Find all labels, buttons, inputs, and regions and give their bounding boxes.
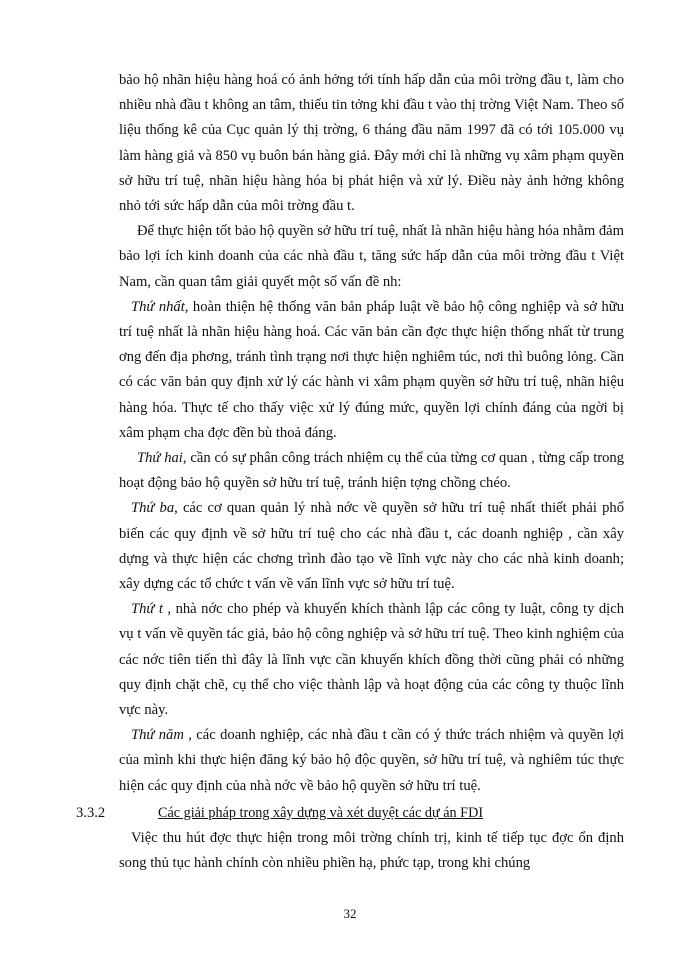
paragraph-text: , cần có sự phân công trách nhiệm cụ thể của từng cơ quan , từng cấp trong hoạt động bảo hộ quyền sở hữu trí tuệ, tránh hiện tợng chồng chéo. [119,450,625,492]
paragraph-lead: Thứ t [131,601,163,618]
section-number: 3.3.2 [76,804,106,821]
section-title: Các giải pháp trong xây dựng và xét duyệt các dự án FDI [158,804,484,821]
section-heading [76,801,624,826]
paragraph [119,295,624,446]
paragraph: Việc thu hút đợc thực hiện trong môi trờng chính trị, kinh tế tiếp tục đợc ổn định song thủ tục hành chính còn nhiều phiền hạ, phức tạp, trong khi chúng [119,830,624,872]
page-number: 32 [343,906,357,921]
paragraph-lead: Thứ năm [131,727,184,744]
paragraph [119,446,624,496]
paragraph [119,496,624,597]
paragraph-text: , nhà nớc cho phép và khuyến khích thành lập các công ty luật, công ty dịch vụ t vấn về quyền tác giả, bảo hộ công nghiệp và sở hữu trí tuệ. Theo kinh nghiệm của các nớc tiên tiến thì đây là lĩnh vực cần khuyến khích đồng thời cũng phải có những quy định chặt chẽ, cụ thể cho việc thành lập và hoạt động của các công ty thuộc lĩnh vực này. [119,601,624,719]
paragraph-text: , các doanh nghiệp, các nhà đầu t cần có ý thức trách nhiệm và quyền lợi của mình khi thực hiện đăng ký bảo hộ độc quyền, sở hữu trí tuệ, và nghiêm túc thực hiện các quy định của nhà nớc về bảo hộ quyền sở hữu trí tuệ. [119,727,624,794]
paragraph-lead: Thứ nhất [131,298,185,315]
paragraph-lead: Thứ hai [137,450,183,467]
paragraph-text: , hoàn thiện hệ thống văn bản pháp luật về bảo hộ công nghiệp và sở hữu trí tuệ nhất là nhãn hiệu hàng hoá. Các văn bản cần đợc thực hiện thống nhất từ trung ơng đến địa phơng, tránh tình trạng nơi thực hiện nghiêm túc, nơi thì buông lỏng. Cần có các văn bản quy định xử lý các hành vi xâm phạm quyền sở hữu trí tuệ, nhãn hiệu hàng hóa. Thực tế cho thấy việc xử lý đúng mức, quyền lợi chính đáng của ngời bị xâm phạm cha đợc đền bù thoả đáng. [119,298,624,441]
paragraph [119,723,624,799]
paragraph-lead: Thứ ba [131,500,175,517]
paragraph: bảo hộ nhãn hiệu hàng hoá có ảnh hởng tới tính hấp dẫn của môi trờng đầu t, làm cho nhiều nhà đầu t không an tâm, thiếu tin tởng khi đầu t vào thị trờng Việt Nam. Theo số liệu thống kê của Cục quản lý thị trờng, 6 tháng đầu năm 1997 đã có tới 105.000 vụ làm hàng giả và 850 vụ buôn bán hàng giả. Đây mới chỉ là những vụ xâm phạm quyền sở hữu trí tuệ, nhãn hiệu hàng hóa bị phát hiện và xử lý. Điều này ảnh hởng không nhỏ tới sức hấp dẫn của môi trờng đầu t. [119,72,624,215]
paragraph: Để thực hiện tốt bảo hộ quyền sở hữu trí tuệ, nhất là nhãn hiệu hàng hóa nhằm đảm bảo lợi ích kinh doanh của các nhà đầu t, tăng sức hấp dẫn của môi trờng đầu t Việt Nam, cần quan tâm giải quyết một số vấn đề nh: [119,223,624,290]
document-body [76,68,625,877]
paragraph-text: , các cơ quan quản lý nhà nớc về quyền sở hữu trí tuệ nhất thiết phải phổ biến các quy định về sở hữu trí tuệ cho các nhà đầu t, các doanh nghiệp , cần xây dựng và thực hiện các chơng trình đào tạo về lĩnh vực này cho các nhà kinh doanh; xây dựng các tổ chức t vấn về vấn lĩnh vực sở hữu trí tuệ. [119,500,624,593]
paragraph [119,597,624,723]
